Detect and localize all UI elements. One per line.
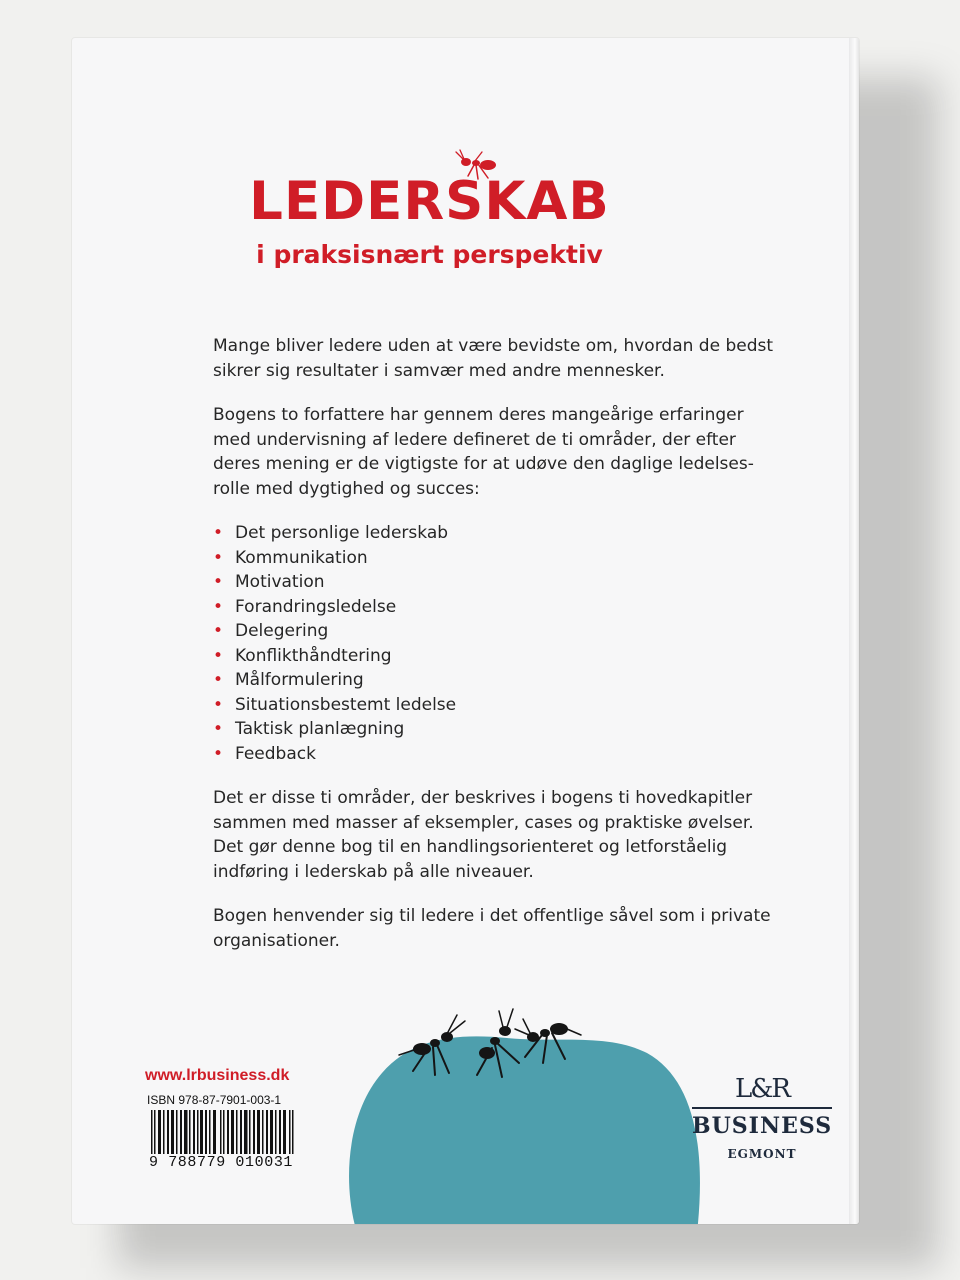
publisher-logo xyxy=(692,1073,832,1161)
bullet-icon: • xyxy=(213,694,224,715)
book-back-cover xyxy=(72,38,859,1224)
bullet-icon: • xyxy=(213,596,224,617)
bullet-icon: • xyxy=(213,547,224,568)
topics-list xyxy=(213,521,773,766)
bullet-icon: • xyxy=(213,743,224,764)
logo-divider xyxy=(692,1107,832,1109)
blurb-paragraph: Bogens to forfattere har gennem deres mangeårige erfaringer med undervisning af ledere defineret de ti områder, der efter deres mening er de vigtigste for at udøve den daglige ledelses-rolle med dygtighed og succes: xyxy=(213,405,754,499)
teal-rock-illustration xyxy=(337,993,717,1224)
bullet-icon: • xyxy=(213,719,224,739)
publisher-mark: L&R xyxy=(735,1074,789,1104)
publisher-imprint: EGMONT xyxy=(727,1147,797,1161)
publisher-name: BUSINESS xyxy=(692,1113,833,1139)
list-item: • Konflikthåndtering xyxy=(213,644,773,669)
barcode-number: 9 788779 010031 xyxy=(145,1154,314,1171)
blurb-paragraph: Bogen henvender sig til ledere i det offentlige såvel som i private organisationer. xyxy=(213,906,771,951)
blurb-paragraph: Det er disse ti områder, der beskrives i bogens ti hovedkapitler sammen med masser af eksempler, cases og praktiske øvelser. Det gør denne bog til en handlingsorienteret og letforståelig indføring i lederskab på alle niveauer. xyxy=(213,788,754,882)
bullet-icon: • xyxy=(213,645,224,666)
blurb xyxy=(213,334,773,973)
isbn-label: ISBN 978-87-7901-003-1 xyxy=(147,1093,282,1107)
list-item: • Motivation xyxy=(213,570,773,595)
bullet-icon: • xyxy=(213,523,224,543)
book-title: LEDERSKAB xyxy=(249,171,610,232)
bullet-icon: • xyxy=(213,670,224,690)
bullet-icon: • xyxy=(213,572,224,592)
list-item: • Forandringsledelse xyxy=(213,595,773,620)
blurb-paragraph: Mange bliver ledere uden at være bevidste om, hvordan de bedst sikrer sig resultater i samvær med andre mennesker. xyxy=(213,336,774,381)
list-item: • Det personlige lederskab xyxy=(213,521,773,546)
list-item: • Situationsbestemt ledelse xyxy=(213,693,773,718)
bullet-icon: • xyxy=(213,621,224,641)
list-item: • Kommunikation xyxy=(213,546,773,571)
list-item: • Feedback xyxy=(213,742,773,767)
page-edge xyxy=(849,38,859,1224)
list-item: • Delegering xyxy=(213,619,773,644)
list-item: • Målformulering xyxy=(213,668,773,693)
list-item: • Taktisk planlægning xyxy=(213,717,773,742)
book-subtitle: i praksisnært perspektiv xyxy=(256,240,603,269)
publisher-website: www.lrbusiness.dk xyxy=(145,1067,290,1084)
